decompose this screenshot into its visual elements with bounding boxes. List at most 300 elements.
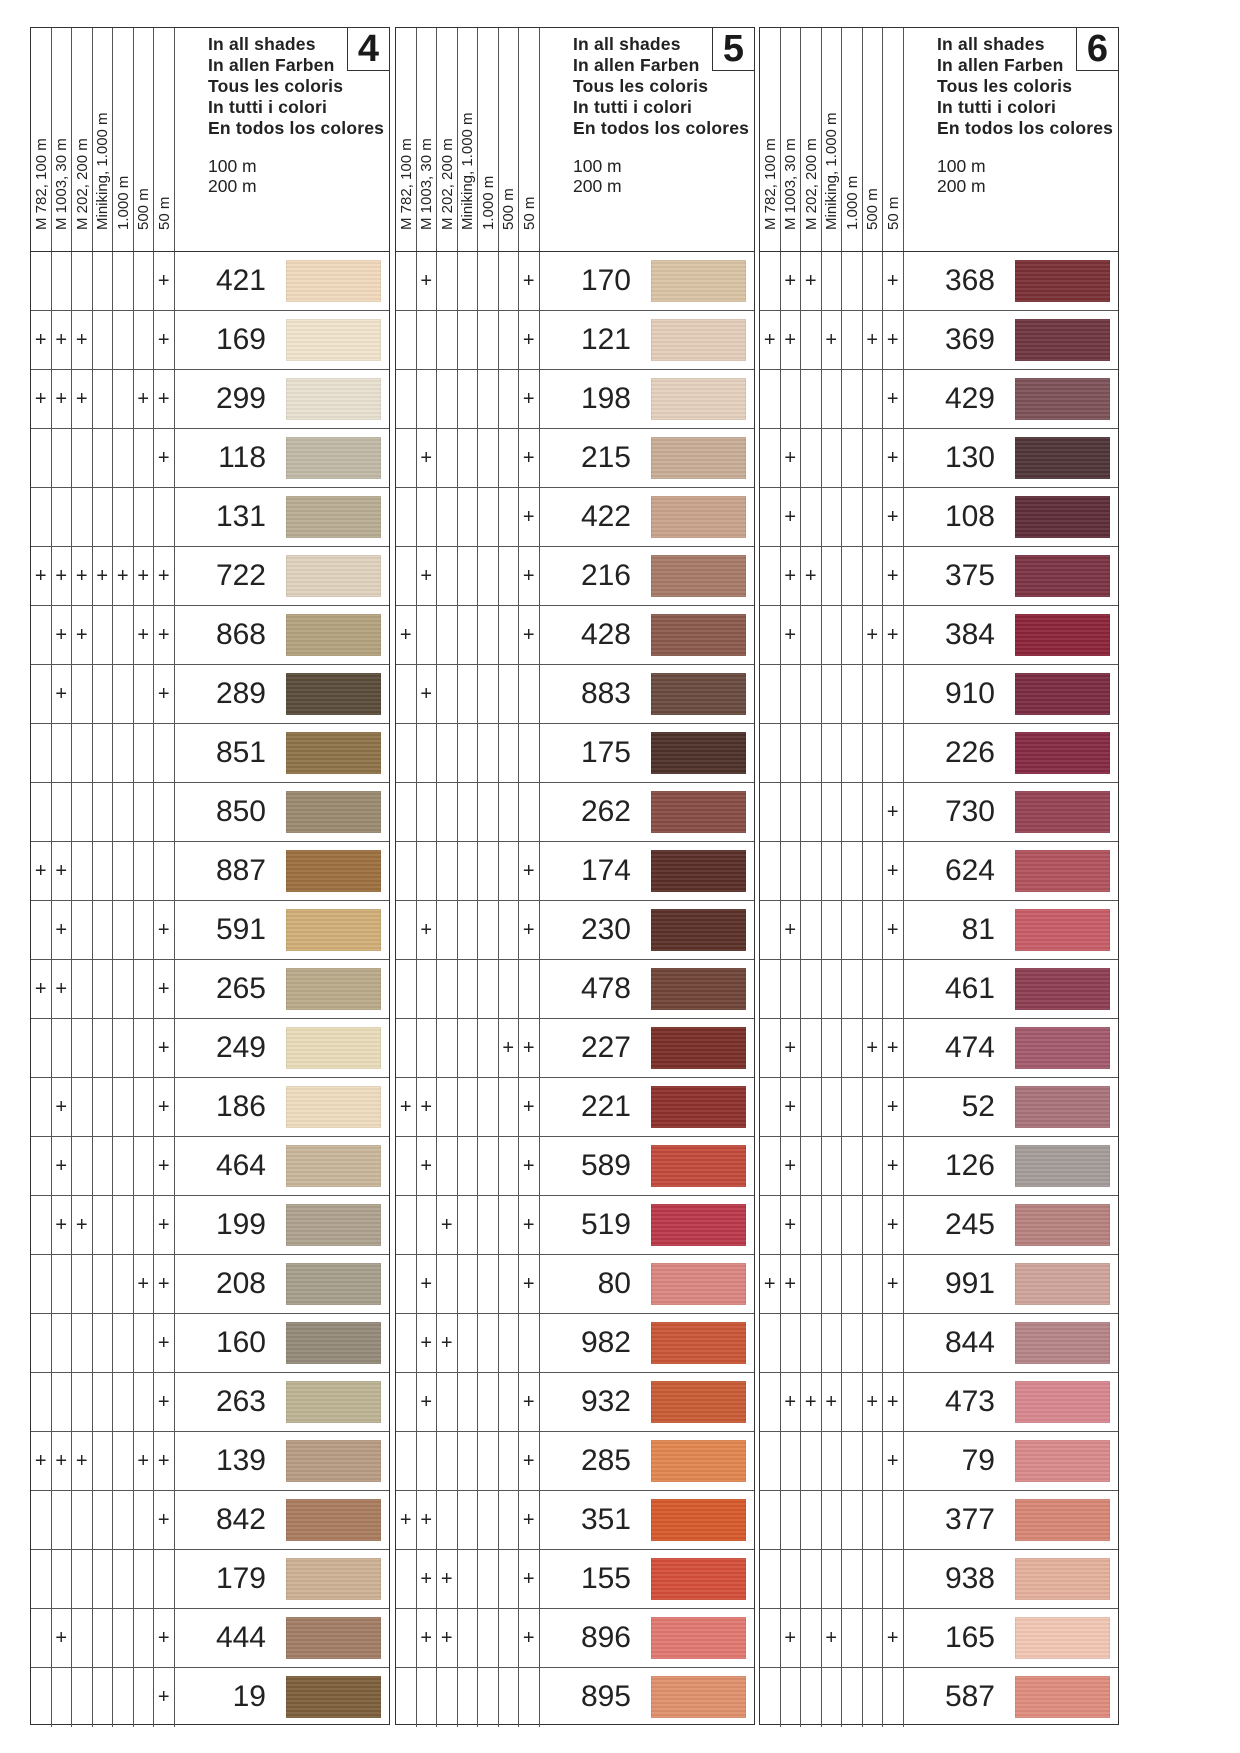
color-swatch: [651, 1086, 746, 1128]
availability-cell: [72, 1019, 93, 1077]
availability-cell: [31, 252, 52, 310]
thread-texture: [1015, 1440, 1110, 1482]
shade-code: 285: [580, 1444, 631, 1477]
color-swatch: [286, 673, 381, 715]
column-header-label: Miniking, 1.000 m: [459, 112, 477, 230]
plus-mark: +: [440, 1568, 453, 1590]
shade-code: 19: [232, 1680, 266, 1713]
color-swatch: [286, 909, 381, 951]
availability-cell: [519, 1491, 540, 1549]
column-header-cell: [760, 28, 781, 251]
availability-cell: [134, 1255, 155, 1313]
availability-cell: [417, 606, 438, 664]
shade-code: 52: [961, 1090, 995, 1123]
plus-mark: +: [157, 447, 170, 469]
availability-cell: [417, 1255, 438, 1313]
thread-texture: [651, 437, 746, 479]
shade-row: [396, 1255, 754, 1314]
shade-list: [31, 252, 389, 1727]
plus-mark: +: [825, 1391, 838, 1413]
availability-cell: [478, 1373, 499, 1431]
shade-code: 910: [944, 677, 995, 710]
availability-cell: [72, 1609, 93, 1667]
shade-code: 991: [944, 1267, 995, 1300]
plus-mark: +: [784, 1627, 797, 1649]
thread-texture: [1015, 1263, 1110, 1305]
availability-cell: [863, 1373, 884, 1431]
shade-row: [396, 488, 754, 547]
title-line: Tous les coloris: [937, 76, 1073, 96]
availability-cell: [801, 901, 822, 959]
plus-mark: +: [886, 506, 899, 528]
availability-cell: [822, 665, 843, 723]
thread-texture: [1015, 378, 1110, 420]
title-area: [196, 28, 389, 251]
availability-cell: [842, 547, 863, 605]
availability-cell: [801, 311, 822, 369]
availability-cell: [154, 1373, 175, 1431]
availability-cell: [154, 1019, 175, 1077]
availability-cell: [883, 547, 904, 605]
availability-cell: [822, 1255, 843, 1313]
shade-row: [760, 665, 1118, 724]
availability-cell: [478, 429, 499, 487]
panel-header: [760, 28, 1118, 252]
availability-cell: [93, 1255, 114, 1313]
thread-texture: [286, 1381, 381, 1423]
availability-cell: [134, 1314, 155, 1372]
shade-code: 262: [580, 795, 631, 828]
availability-cell: [760, 1432, 781, 1490]
color-swatch: [286, 378, 381, 420]
plus-mark: +: [157, 624, 170, 646]
availability-cell: [519, 1196, 540, 1254]
shade-code: 299: [215, 382, 266, 415]
availability-cell: [154, 1255, 175, 1313]
shade-code: 589: [580, 1149, 631, 1182]
plus-mark: +: [55, 860, 68, 882]
column-header-cell: [437, 28, 458, 251]
availability-cell: [52, 429, 73, 487]
shade-row: [31, 665, 389, 724]
availability-cell: [822, 488, 843, 546]
plus-mark: +: [522, 1568, 535, 1590]
availability-cell: [478, 252, 499, 310]
availability-cell: [31, 606, 52, 664]
plus-mark: +: [157, 1509, 170, 1531]
plus-mark: +: [522, 1273, 535, 1295]
availability-cell: [154, 429, 175, 487]
shade-row: [31, 1255, 389, 1314]
plus-mark: +: [522, 447, 535, 469]
color-swatch: [651, 555, 746, 597]
shade-row: [31, 311, 389, 370]
plus-mark: +: [55, 329, 68, 351]
availability-cell: [760, 606, 781, 664]
availability-cell: [458, 370, 479, 428]
availability-cell: [93, 842, 114, 900]
availability-cell: [760, 547, 781, 605]
color-swatch: [286, 1145, 381, 1187]
availability-cell: [458, 252, 479, 310]
availability-cell: [842, 665, 863, 723]
shade-code: 730: [944, 795, 995, 828]
shade-code: 169: [215, 323, 266, 356]
plus-mark: +: [75, 1214, 88, 1236]
availability-cell: [93, 429, 114, 487]
column-header-label: 1.000 m: [479, 175, 497, 230]
shade-row: [396, 1314, 754, 1373]
shade-code: 265: [215, 972, 266, 1005]
availability-cell: [458, 1255, 479, 1313]
thread-texture: [286, 1440, 381, 1482]
availability-cell: [113, 1668, 134, 1727]
availability-cell: [72, 1255, 93, 1313]
shade-row: [760, 724, 1118, 783]
availability-cell: [417, 783, 438, 841]
plus-mark: +: [34, 1450, 47, 1472]
availability-cell: [134, 547, 155, 605]
availability-cell: [781, 1373, 802, 1431]
availability-cell: [863, 960, 884, 1018]
color-swatch: [286, 437, 381, 479]
column-header-label: 1.000 m: [114, 175, 132, 230]
availability-cell: [499, 1432, 520, 1490]
availability-cell: [417, 665, 438, 723]
availability-cell: [478, 1314, 499, 1372]
thread-texture: [286, 319, 381, 361]
availability-cell: [396, 1373, 417, 1431]
plus-mark: +: [784, 270, 797, 292]
shade-list: [396, 252, 754, 1727]
availability-cell: [519, 1668, 540, 1727]
availability-cell: [52, 606, 73, 664]
plus-mark: +: [886, 1155, 899, 1177]
shade-code: 369: [944, 323, 995, 356]
availability-cell: [396, 311, 417, 369]
column-header-label: M 202, 200 m: [802, 138, 820, 230]
availability-cell: [134, 1550, 155, 1608]
thread-texture: [1015, 1204, 1110, 1246]
plus-mark: +: [522, 624, 535, 646]
availability-cell: [134, 1609, 155, 1667]
shade-code: 249: [215, 1031, 266, 1064]
shade-code: 938: [944, 1562, 995, 1595]
availability-cell: [396, 724, 417, 782]
color-swatch: [1015, 1322, 1110, 1364]
thread-texture: [1015, 1381, 1110, 1423]
availability-cell: [396, 1668, 417, 1727]
shade-code: 421: [215, 264, 266, 297]
shade-code: 842: [215, 1503, 266, 1536]
availability-cell: [883, 1255, 904, 1313]
availability-cell: [52, 1078, 73, 1136]
availability-cell: [519, 1314, 540, 1372]
shade-code: 868: [215, 618, 266, 651]
plus-mark: +: [886, 1214, 899, 1236]
availability-cell: [781, 429, 802, 487]
thread-texture: [651, 909, 746, 951]
plus-mark: +: [784, 1273, 797, 1295]
plus-mark: +: [157, 919, 170, 941]
availability-cell: [863, 1314, 884, 1372]
availability-cell: [842, 842, 863, 900]
plus-mark: +: [784, 919, 797, 941]
color-swatch: [651, 968, 746, 1010]
color-swatch: [286, 555, 381, 597]
availability-cell: [883, 1668, 904, 1727]
column-header-cell: [781, 28, 802, 251]
availability-cell: [396, 488, 417, 546]
availability-cell: [822, 1491, 843, 1549]
availability-cell: [801, 488, 822, 546]
availability-cell: [519, 1137, 540, 1195]
availability-cell: [72, 1373, 93, 1431]
column-header-label: M 202, 200 m: [438, 138, 456, 230]
availability-cell: [822, 1609, 843, 1667]
color-swatch: [1015, 1381, 1110, 1423]
availability-cell: [458, 606, 479, 664]
plus-mark: +: [866, 1391, 879, 1413]
title-line: En todos los colores: [208, 118, 385, 138]
availability-cell: [760, 488, 781, 546]
availability-cell: [781, 1314, 802, 1372]
availability-cell: [113, 724, 134, 782]
availability-cell: [801, 429, 822, 487]
availability-cell: [801, 1491, 822, 1549]
thread-texture: [286, 614, 381, 656]
thread-texture: [286, 1204, 381, 1246]
availability-cell: [499, 960, 520, 1018]
availability-cell: [760, 1255, 781, 1313]
availability-cell: [154, 1668, 175, 1727]
thread-texture: [651, 1440, 746, 1482]
availability-cell: [499, 1609, 520, 1667]
availability-cell: [113, 1609, 134, 1667]
availability-cell: [417, 1491, 438, 1549]
availability-cell: [31, 488, 52, 546]
plus-mark: +: [886, 801, 899, 823]
color-swatch: [1015, 437, 1110, 479]
column-header-cell: [417, 28, 438, 251]
column-header-label: 50 m: [155, 196, 173, 230]
availability-cell: [519, 311, 540, 369]
plus-mark: +: [502, 1037, 515, 1059]
availability-cell: [801, 1668, 822, 1727]
plus-mark: +: [420, 447, 433, 469]
shade-code: 351: [580, 1503, 631, 1536]
availability-cell: [396, 1255, 417, 1313]
availability-cell: [781, 783, 802, 841]
availability-cell: [863, 783, 884, 841]
column-header-label: 500 m: [500, 188, 518, 230]
color-swatch: [651, 260, 746, 302]
column-header-cell: [52, 28, 73, 251]
availability-cell: [134, 1432, 155, 1490]
availability-cell: [134, 429, 155, 487]
color-swatch: [286, 1676, 381, 1718]
plus-mark: +: [804, 270, 817, 292]
shade-panel-4: [30, 27, 390, 1725]
thread-texture: [1015, 614, 1110, 656]
availability-cell: [760, 1668, 781, 1727]
availability-cell: [499, 252, 520, 310]
color-swatch: [1015, 319, 1110, 361]
availability-cell: [801, 1609, 822, 1667]
shade-code: 199: [215, 1208, 266, 1241]
shade-row: [396, 901, 754, 960]
availability-cell: [842, 724, 863, 782]
panel-number: 4: [347, 27, 390, 71]
shade-row: [760, 606, 1118, 665]
shade-code: 245: [944, 1208, 995, 1241]
plus-mark: +: [763, 1273, 776, 1295]
panel-header: [31, 28, 389, 252]
availability-cell: [113, 429, 134, 487]
plus-mark: +: [34, 860, 47, 882]
availability-cell: [154, 370, 175, 428]
availability-cell: [801, 842, 822, 900]
thread-texture: [286, 1322, 381, 1364]
availability-cell: [519, 488, 540, 546]
availability-cell: [52, 901, 73, 959]
plus-mark: +: [157, 1214, 170, 1236]
availability-cell: [499, 724, 520, 782]
availability-cell: [801, 1019, 822, 1077]
length-note: [573, 156, 622, 196]
availability-cell: [113, 960, 134, 1018]
thread-texture: [1015, 319, 1110, 361]
shade-code: 844: [944, 1326, 995, 1359]
length-line: 100 m: [573, 156, 622, 176]
availability-cell: [72, 1196, 93, 1254]
thread-texture: [286, 378, 381, 420]
color-swatch: [286, 614, 381, 656]
availability-cell: [801, 1255, 822, 1313]
availability-cell: [437, 311, 458, 369]
shade-row: [760, 960, 1118, 1019]
availability-cell: [31, 1314, 52, 1372]
availability-cell: [842, 1078, 863, 1136]
availability-cell: [72, 252, 93, 310]
availability-cell: [437, 1137, 458, 1195]
plus-mark: +: [886, 1037, 899, 1059]
availability-cell: [842, 1609, 863, 1667]
availability-cell: [134, 665, 155, 723]
color-swatch: [1015, 378, 1110, 420]
availability-cell: [458, 901, 479, 959]
shade-row: [396, 252, 754, 311]
availability-cell: [499, 370, 520, 428]
shade-row: [396, 1373, 754, 1432]
thread-texture: [286, 437, 381, 479]
availability-cell: [31, 1432, 52, 1490]
shade-code: 227: [580, 1031, 631, 1064]
availability-cell: [842, 1255, 863, 1313]
availability-cell: [437, 488, 458, 546]
plus-mark: +: [440, 1627, 453, 1649]
title-line: In all shades: [937, 34, 1045, 54]
plus-mark: +: [420, 1627, 433, 1649]
availability-cell: [801, 783, 822, 841]
availability-cell: [499, 1255, 520, 1313]
availability-cell: [31, 1019, 52, 1077]
availability-cell: [417, 311, 438, 369]
availability-cell: [458, 960, 479, 1018]
availability-cell: [781, 1255, 802, 1313]
shade-code: 887: [215, 854, 266, 887]
availability-cell: [801, 606, 822, 664]
color-swatch: [651, 791, 746, 833]
availability-cell: [52, 311, 73, 369]
availability-cell: [31, 1491, 52, 1549]
thread-texture: [1015, 1617, 1110, 1659]
color-swatch: [286, 1558, 381, 1600]
plus-mark: +: [804, 1391, 817, 1413]
availability-cell: [499, 311, 520, 369]
availability-cell: [458, 429, 479, 487]
color-swatch: [651, 1145, 746, 1187]
availability-cell: [396, 1314, 417, 1372]
availability-cell: [519, 783, 540, 841]
thread-texture: [1015, 555, 1110, 597]
availability-cell: [781, 1137, 802, 1195]
availability-cell: [478, 1491, 499, 1549]
availability-cell: [760, 960, 781, 1018]
availability-cell: [93, 1078, 114, 1136]
availability-cell: [781, 665, 802, 723]
plus-mark: +: [137, 624, 150, 646]
plus-mark: +: [886, 565, 899, 587]
availability-cell: [31, 1668, 52, 1727]
availability-cell: [781, 1078, 802, 1136]
availability-cell: [842, 488, 863, 546]
availability-cell: [760, 1314, 781, 1372]
thread-texture: [651, 1617, 746, 1659]
availability-cell: [822, 1432, 843, 1490]
availability-cell: [842, 311, 863, 369]
shade-row: [31, 1137, 389, 1196]
availability-cell: [822, 783, 843, 841]
color-swatch: [1015, 673, 1110, 715]
availability-cell: [113, 488, 134, 546]
shade-row: [396, 842, 754, 901]
column-header-cell: [478, 28, 499, 251]
length-note: [208, 156, 257, 196]
plus-mark: +: [866, 329, 879, 351]
shade-row: [31, 960, 389, 1019]
availability-cell: [113, 783, 134, 841]
color-swatch: [1015, 1499, 1110, 1541]
shade-code: 170: [580, 264, 631, 297]
thread-texture: [1015, 1145, 1110, 1187]
plus-mark: +: [522, 1214, 535, 1236]
availability-cell: [863, 1668, 884, 1727]
availability-cell: [458, 488, 479, 546]
title-line: In all shades: [573, 34, 681, 54]
availability-cell: [52, 1432, 73, 1490]
title-line: In allen Farben: [208, 55, 335, 75]
availability-cell: [822, 1373, 843, 1431]
availability-cell: [822, 1550, 843, 1608]
thread-texture: [651, 260, 746, 302]
shade-row: [396, 1019, 754, 1078]
availability-cell: [52, 724, 73, 782]
shade-code: 108: [944, 500, 995, 533]
availability-cell: [781, 311, 802, 369]
thread-texture: [651, 378, 746, 420]
color-swatch: [286, 1086, 381, 1128]
